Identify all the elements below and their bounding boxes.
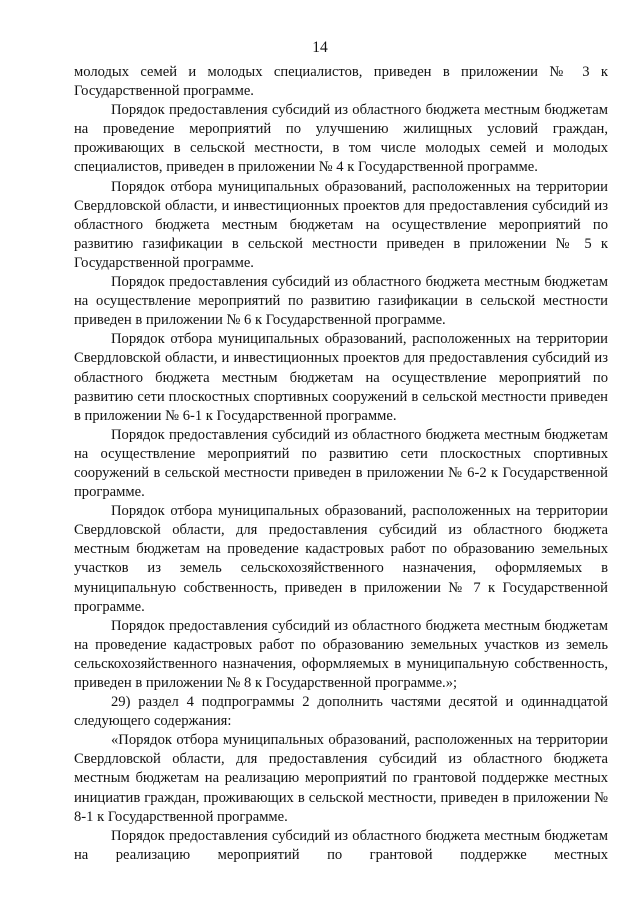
paragraph: 29) раздел 4 подпрограммы 2 дополнить частями десятой и одиннадцатой следующего содержания: <box>74 694 608 730</box>
paragraph: Порядок предоставления субсидий из областного бюджета местным бюджетам на проведение мероприятий по улучшению жилищных условий граждан, проживающих в сельской местности, в том числе молодых семей и молодых специалистов, приведен в приложении № 4 к Государственной программе. <box>74 102 608 176</box>
paragraph: Порядок отбора муниципальных образований, расположенных на территории Свердловской области, для предоставления субсидий из областного бюджета местным бюджетам на проведение кадастровых работ по образованию земельных участков из земель сельскохозяйственного назначения, оформляемых в муниципальную собственность, приведен в приложении № 7 к Государственной программе. <box>74 503 608 615</box>
paragraph: «Порядок отбора муниципальных образований, расположенных на территории Свердловской области, для предоставления субсидий из областного бюджета местным бюджетам на реализацию мероприятий по грантовой поддержке местных инициатив граждан, проживающих в сельской местности, приведен в приложении № 8-1 к Государственной программе. <box>74 732 608 825</box>
paragraph: Порядок отбора муниципальных образований, расположенных на территории Свердловской области, и инвестиционных проектов для предоставления субсидий из областного бюджета местным бюджетам на осуществление мероприятий по развитию сети плоскостных спортивных сооружений в сельской местности приведен в приложении № 6-1 к Государственной программе. <box>74 331 608 424</box>
paragraph: Порядок предоставления субсидий из областного бюджета местным бюджетам на проведение кадастровых работ по образованию земельных участков из земель сельскохозяйственного назначения, оформляемых в муниципальную собственность, приведен в приложении № 8 к Государственной программе.»; <box>74 617 608 691</box>
page-number: 14 <box>312 39 328 56</box>
paragraph: Порядок предоставления субсидий из областного бюджета местным бюджетам на реализацию мероприятий по грантовой поддержке местных <box>74 827 608 863</box>
document-body <box>74 63 608 865</box>
paragraph: Порядок предоставления субсидий из областного бюджета местным бюджетам на осуществление мероприятий по развитию газификации в сельской местности приведен в приложении № 6 к Государственной программе. <box>74 274 608 329</box>
paragraph: Порядок отбора муниципальных образований, расположенных на территории Свердловской области, и инвестиционных проектов для предоставления субсидий из областного бюджета местным бюджетам на осуществление мероприятий по развитию газификации в сельской местности приведен в приложении № 5 к Государственной программе. <box>74 178 608 271</box>
paragraph: Порядок предоставления субсидий из областного бюджета местным бюджетам на осуществление мероприятий по развитию сети плоскостных спортивных сооружений в сельской местности приведен в приложении № 6-2 к Государственной программе. <box>74 426 608 501</box>
paragraph: молодых семей и молодых специалистов, приведен в приложении № 3 к Государственной программе. <box>74 64 608 100</box>
